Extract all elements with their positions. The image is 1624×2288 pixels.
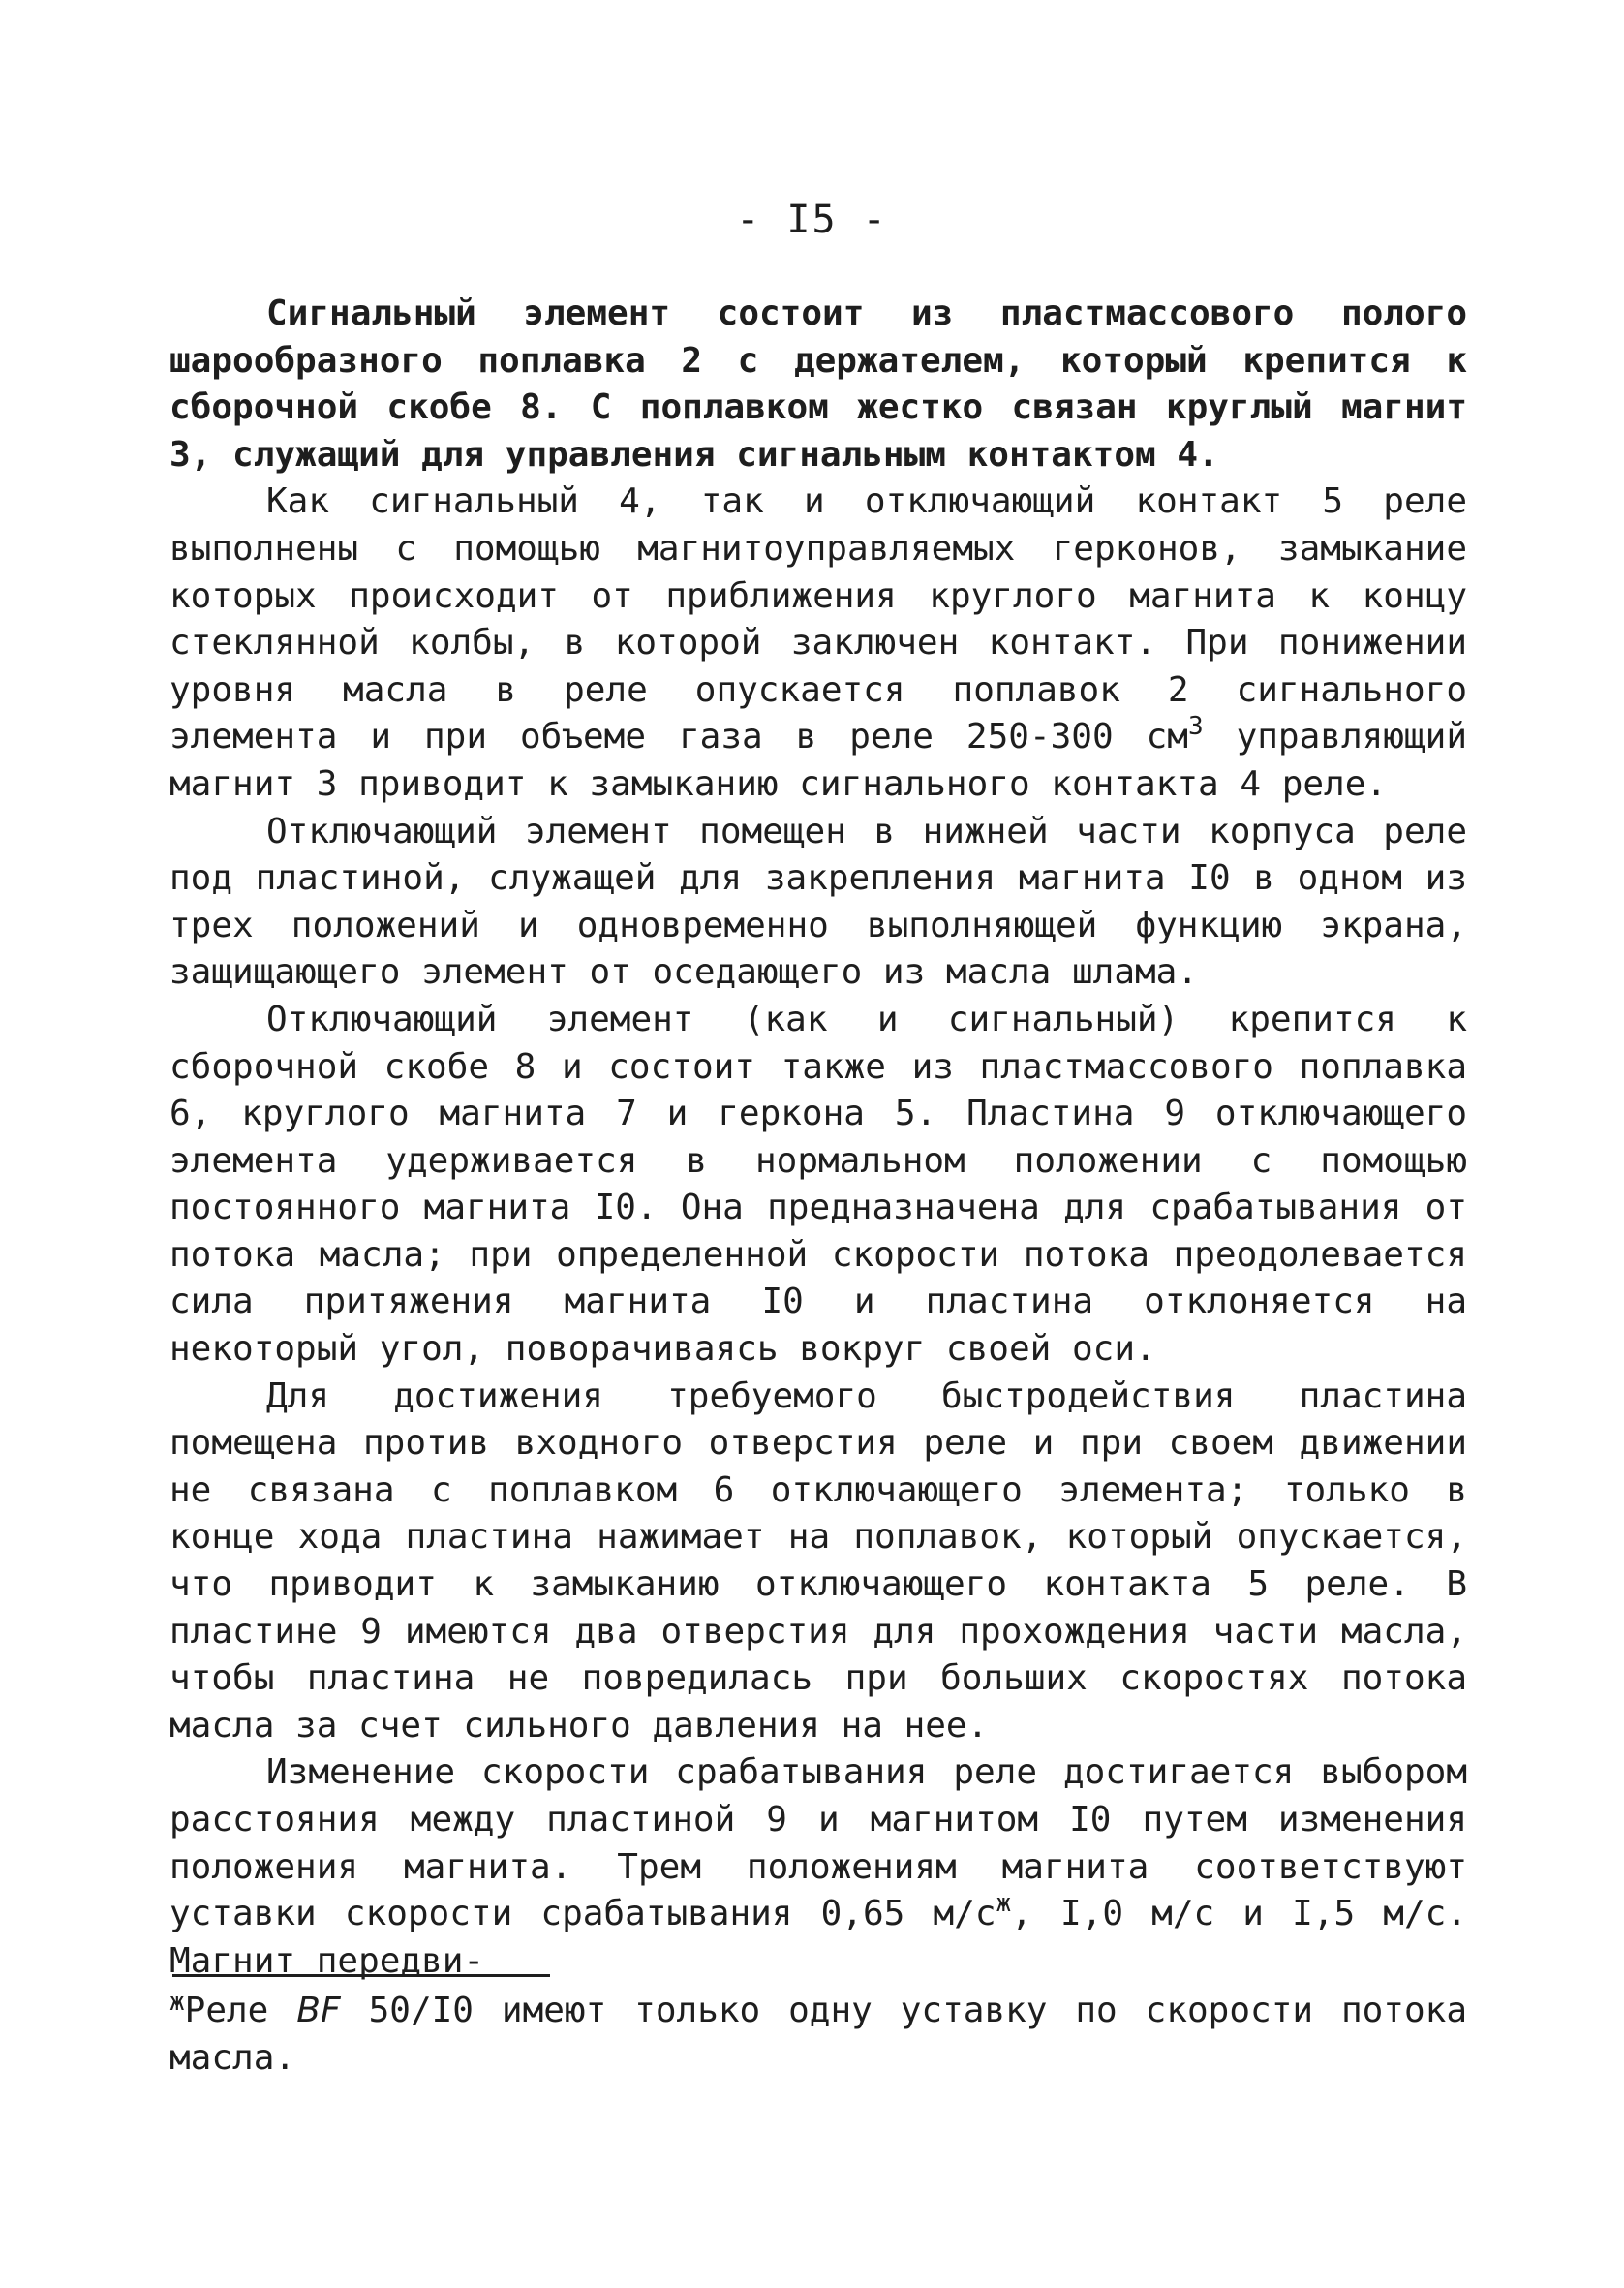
- paragraph-reed-contacts-text: Как сигнальный 4, так и отключающий контакт 5 реле выполнены с помощью магнитоуправляемых герконов, замыкание которых происходит от приближения круглого магнита к концу стеклянной колбы, в которой заключен контакт. При понижении уровня масла в реле опускается поплавок 2 сигнального элемента и при объеме газа в реле 250-300 см: [169, 481, 1467, 758]
- footnote-reference-mark: ж: [996, 1889, 1012, 1919]
- paragraph-signal-element: Сигнальный элемент состоит из пластмассового полого шарообразного поплавка 2 с держателем, который крепится к сборочной скобе 8. С поплавком жестко связан круглый магнит 3, служащий для управления сигнальным контактом 4.: [169, 294, 1467, 475]
- paragraph-speed-settings-text: Изменение скорости срабатывания реле достигается выбором расстояния между пластиной 9 и магнитом I0 путем изменения положения магнита. Трем положениям магнита соответствуют уставки скорости срабатывания 0,65 м/с: [169, 1752, 1467, 1934]
- paragraph-response-speed: Для достижения требуемого быстродействия пластина помещена против входного отверстия реле и при своем движении не связана с поплавком 6 отключающего элемента; только в конце хода пластина нажимает на поплавок, который опускается, что приводит к замыканию отключающего контакта 5 реле. В пластине 9 имеются два отверстия для прохождения части масла, чтобы пластина не повредилась при больших скоростях потока масла за счет сильного давления на нее.: [169, 1376, 1467, 1746]
- body-text: [169, 291, 1467, 1985]
- cubic-superscript: 3: [1187, 712, 1204, 742]
- paragraph-trip-element-design: Отключающий элемент (как и сигнальный) крепится к сборочной скобе 8 и состоит также из пластмассового поплавка 6, круглого магнита 7 и геркона 5. Пластина 9 отключающего элемента удерживается в нормальном положении с помощью постоянного магнита I0. Она предназначена для срабатывания от потока масла; при определенной скорости потока преодолевается сила притяжения магнита I0 и пластина отклоняется на некоторый угол, поворачиваясь вокруг своей оси.: [169, 999, 1467, 1370]
- paragraph-trip-element-location: Отключающий элемент помещен в нижней части корпуса реле под пластиной, служащей для закрепления магнита I0 в одном из трех положений и одновременно выполняющей функцию экрана, защищающего элемент от оседающего из масла шлама.: [169, 811, 1467, 993]
- paragraph-speed-settings-tail: , I,0 м/с и I,5 м/с. Магнит передви-: [169, 1894, 1467, 1981]
- footnote-text-start: Реле: [184, 1991, 297, 2030]
- paragraph-reed-contacts-tail: управляющий магнит 3 приводит к замыканию сигнального контакта 4 реле.: [169, 717, 1467, 804]
- page-number: - I5 -: [736, 198, 888, 242]
- paragraph-reed-contacts: [169, 479, 1467, 808]
- footnote: [169, 1988, 1467, 2082]
- footnote-text-end: 50/I0 имеют только одну уставку по скорости потока масла.: [169, 1991, 1467, 2078]
- paragraph-speed-settings: [169, 1749, 1467, 1985]
- footnote-mark: ж: [169, 1988, 185, 2017]
- footnote-separator: [172, 1974, 550, 1977]
- footnote-relay-model: BF: [296, 1991, 341, 2030]
